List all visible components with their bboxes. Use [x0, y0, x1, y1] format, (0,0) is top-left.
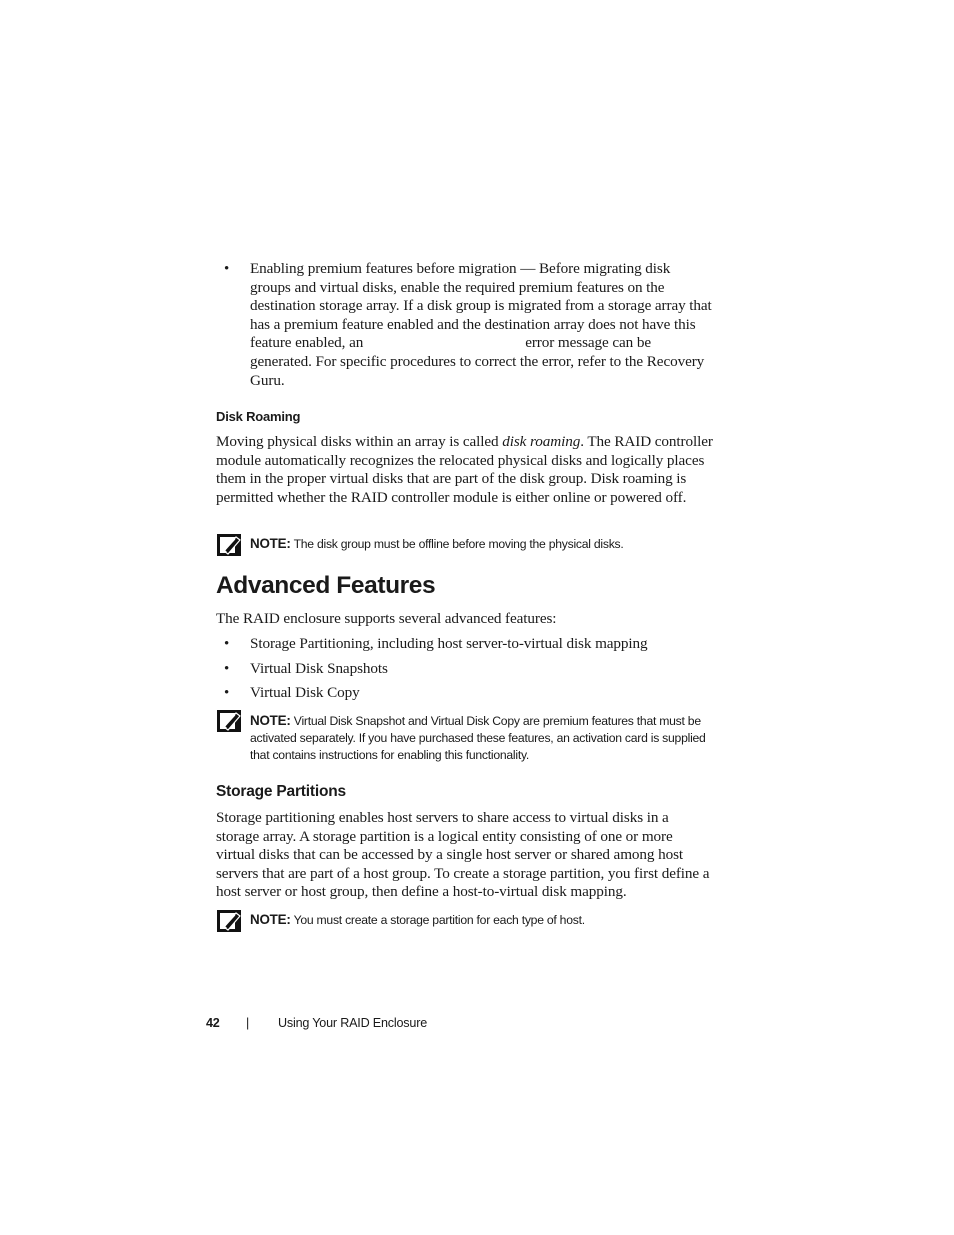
bullet-dot: •: [224, 661, 230, 677]
bullet-premium-features: [250, 260, 712, 390]
note-pencil-icon: [217, 534, 241, 556]
paragraph-advanced-intro: The RAID enclosure supports several advanced features:: [216, 610, 557, 627]
note-label: NOTE:: [250, 912, 291, 927]
page-heading-advanced-features: Advanced Features: [216, 572, 436, 599]
paragraph-text: Moving physical disks within an array is called: [216, 433, 503, 450]
list-item: Storage Partitioning, including host server-to-virtual disk mapping: [250, 635, 648, 652]
note-label: NOTE:: [250, 713, 291, 728]
paragraph-storage-partitions: Storage partitioning enables host servers to share access to virtual disks in a storage array. A storage partition is a logical entity consisting of one or more virtual disks that can be accessed by a single host server or shared among host servers that are part of a host group. To create a storage partition, you first define a host server or host group, then define a host-to-virtual disk mapping.: [216, 809, 710, 901]
bullet-dot: •: [224, 685, 230, 701]
bullet-dot: •: [224, 636, 230, 652]
note-text: The disk group must be offline before moving the physical disks.: [293, 537, 624, 551]
bullet-premium-text-continued: error message can be generated. For specific procedures to correct the error, refer to the Recovery Guru.: [250, 334, 705, 389]
note-label: NOTE:: [250, 536, 291, 551]
note-text: You must create a storage partition for each type of host.: [293, 913, 585, 927]
list-item: Virtual Disk Copy: [250, 684, 360, 701]
note-pencil-icon: [217, 910, 241, 932]
paragraph-disk-roaming: [216, 433, 714, 507]
bullet-premium-text: Enabling premium features before migration — Before migrating disk groups and virtual disks, enable the required premium features on the destination storage array. If a disk group is migrated from a storage array that has a premium feature enabled and the destination array does not have this feature enabled, an: [250, 260, 712, 352]
paragraph-text-continued: . The RAID controller module automatically recognizes the relocated physical disks and logically places them in the proper virtual disks that are part of the disk group. Disk roaming is permitted whether the RAID controller module is either online or powered off.: [216, 433, 713, 506]
term-disk-roaming: disk roaming: [502, 433, 581, 450]
note-pencil-icon: [217, 710, 241, 732]
section-heading-disk-roaming: Disk Roaming: [216, 409, 301, 424]
footer-section-title: Using Your RAID Enclosure: [278, 1016, 428, 1030]
page-number: 42: [206, 1016, 220, 1030]
section-heading-storage-partitions: Storage Partitions: [216, 783, 346, 800]
note-disk-roaming: [250, 535, 720, 553]
bullet-dot: •: [224, 261, 230, 277]
footer-separator: |: [246, 1016, 250, 1030]
note-storage-partitions: [250, 911, 720, 929]
note-advanced-features: [250, 712, 720, 764]
list-item: Virtual Disk Snapshots: [250, 660, 388, 677]
note-text: Virtual Disk Snapshot and Virtual Disk Copy are premium features that must be activated separately. If you have purchased these features, an activation card is supplied that contains instructions for enabling this functionality.: [250, 714, 706, 762]
